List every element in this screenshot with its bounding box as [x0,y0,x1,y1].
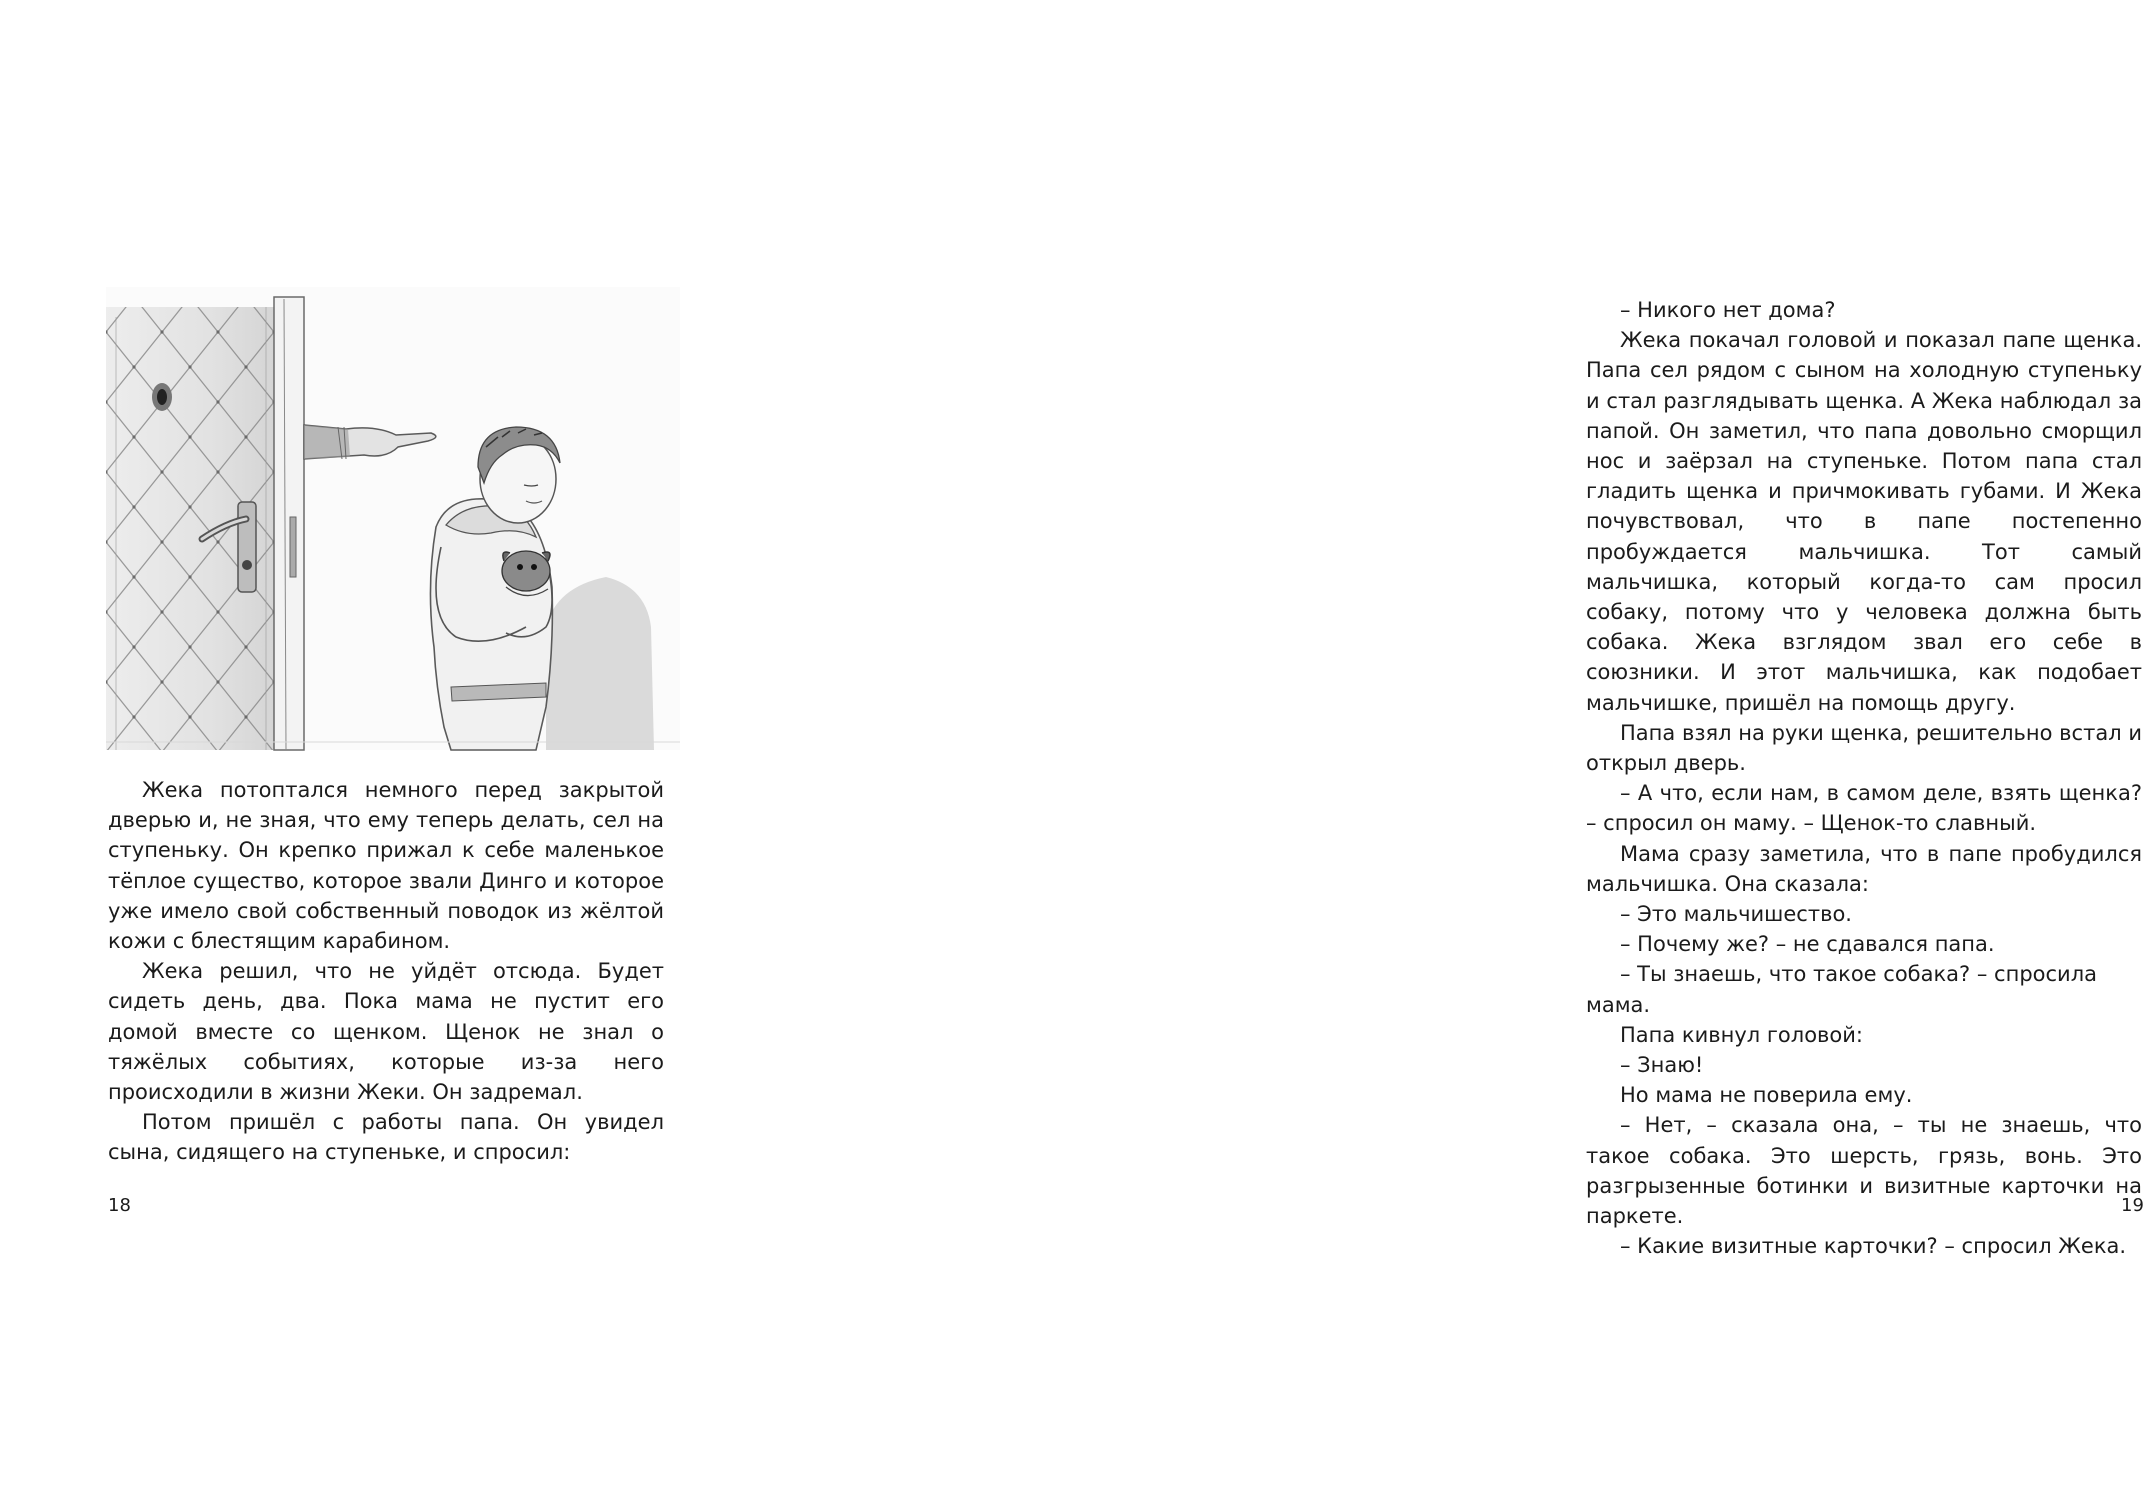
page-number: 18 [108,1195,131,1216]
paragraph: – Это мальчишество. [1620,902,1852,927]
paragraph: Жека покачал головой и показал папе щенка. Папа сел рядом с сыном на холодную ступеньку и стал разглядывать щенка. А Жека наблюдал за папой. Он заметил, что папа довольно сморщил нос и заёрзал на ступеньке. Потом папа стал гладить щенка и причмокивать губами. И Жека почувствовал, что в папе постепенно пробуждается мальчишка. Тот самый мальчишка, который когда-то сам просил собаку, потому что у человека должна быть собака. Жека взглядом звал его себе в союзники. И этот мальчишка, как подобает мальчишке, пришёл на помощь другу. [1586,328,2142,715]
paragraph: Папа кивнул головой: [1620,1022,1863,1047]
page-number: 19 [2121,1195,2144,1216]
paragraph: Жека решил, что не уйдёт отсюда. Будет сидеть день, два. Пока мама не пустит его домой вместе со щенком. Щенок не знал о тяжёлых событиях, которые из-за него происходили в жизни Жеки. Он задремал. [108,959,664,1105]
paragraph: – Почему же? – не сдавался папа. [1620,932,1995,957]
paragraph: – Знаю! [1620,1053,1704,1078]
paragraph: Папа взял на руки щенка, решительно встал и открыл дверь. [1586,720,2142,776]
paragraph: – Ты знаешь, что такое собака? – спросила мама. [1586,962,2097,1017]
pencil-illustration [106,287,680,750]
paragraph: Жека потоптался немного перед закрытой дверью и, не зная, что ему теперь делать, сел на ступеньку. Он крепко прижал к себе маленькое тёплое существо, которое звали Динго и которое уже имело свой собственный поводок из жёлтой кожи с блестящим карабином. [108,778,664,954]
paragraph: – Никого нет дома? [1620,298,1836,322]
door-boy-puppy-sketch [106,287,680,750]
right-page [750,0,2144,1500]
paragraph: – Нет, – сказала она, – ты не знаешь, что такое собака. Это шерсть, грязь, вонь. Это разгрызенные ботинки и визитные карточки на паркете. [1586,1113,2142,1229]
paragraph: Но мама не поверила ему. [1620,1083,1913,1108]
left-page [0,0,750,1500]
left-page-text [108,775,664,1168]
right-page-text [1586,295,2142,1262]
paragraph: – Какие визитные карточки? – спросил Жека. [1620,1234,2127,1259]
paragraph: Мама сразу заметила, что в папе пробудился мальчишка. Она сказала: [1586,841,2142,896]
paragraph: – А что, если нам, в самом деле, взять щенка? – спросил он маму. – Щенок-то славный. [1586,781,2142,836]
paragraph: Потом пришёл с работы папа. Он увидел сына, сидящего на ступеньке, и спросил: [108,1110,664,1165]
